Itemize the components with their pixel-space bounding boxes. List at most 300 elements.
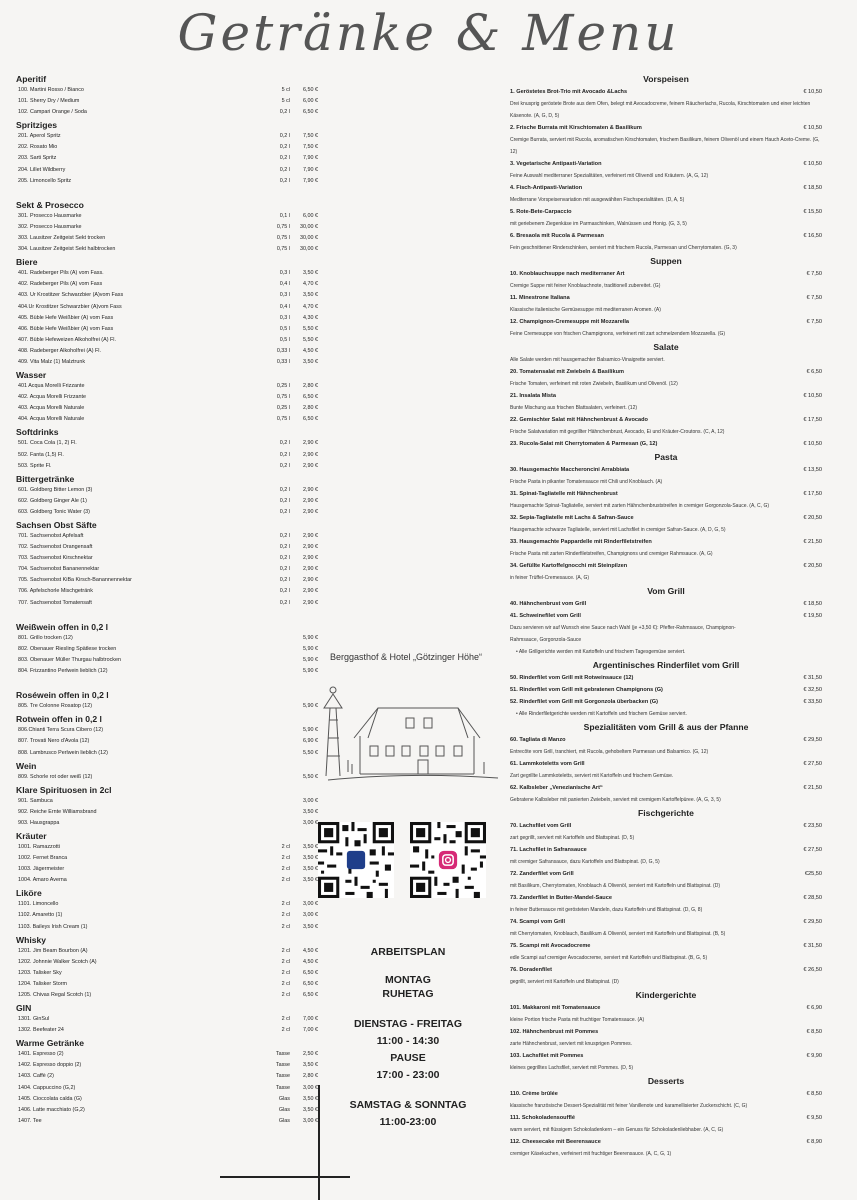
drink-price: 5,90 € <box>303 634 318 641</box>
dish-name: 111. Schokoladensoufflé <box>510 1115 575 1121</box>
drink-price: 3,50 € <box>303 292 318 299</box>
dish-name: 60. Tagliata di Manzo <box>510 737 566 743</box>
dish-name: 11. Minestrone Italiana <box>510 295 570 301</box>
dish-description: klassische französische Dessert-Spezialität mit feiner Vanillenote und karamellisierter Zuckerschicht. (C, G) <box>510 1103 748 1109</box>
drink-row <box>16 655 318 666</box>
dish-row <box>510 610 822 622</box>
schedule-line: PAUSE <box>390 1052 426 1064</box>
drink-row <box>16 1094 318 1105</box>
dish-description: Cremige Burrata, serviert mit Rucola, aromatischen Kirschtomaten, frischem Basilikum, feinem Olivenöl und einem Hauch Aceto-Creme. (G, 12) <box>510 137 820 155</box>
drink-unit: 0,2 l <box>279 544 290 551</box>
dish-row <box>510 182 822 194</box>
drink-unit: 0,2 l <box>279 555 290 562</box>
drink-row <box>16 968 318 979</box>
dish-price: € 8,50 <box>806 1029 822 1035</box>
drink-row <box>16 701 318 712</box>
dish-price: € 17,50 <box>803 417 822 423</box>
dish-row <box>510 964 822 976</box>
drink-name: 203. Sarti Spritz <box>18 155 57 162</box>
dish-description: Gebratene Kalbsleber mit panierten Zwiebeln, serviert mit cremigem Kartoffelpüree. (A, G, 3, 5) <box>510 797 721 803</box>
drink-unit: 0,75 l <box>276 246 290 253</box>
dish-row <box>510 1088 822 1100</box>
dish-row <box>510 820 822 832</box>
dish-name: 33. Hausgemachte Pappardelle mit Rinderfiletstreifen <box>510 539 652 545</box>
dish-price: € 29,50 <box>803 919 822 925</box>
drink-row <box>16 875 318 886</box>
page-title: Getränke & Menu <box>177 4 680 62</box>
section-title: Sekt & Prosecco <box>16 199 84 210</box>
drink-row <box>16 438 318 449</box>
dish-row <box>510 696 822 708</box>
drink-unit: 0,2 l <box>279 577 290 584</box>
drink-unit: 2 cl <box>281 901 290 908</box>
drink-unit: 0,2 l <box>279 451 290 458</box>
dish-name: 103. Lachsfilet mit Pommes <box>510 1053 584 1059</box>
drink-row <box>16 131 318 142</box>
drink-unit: 2 cl <box>281 958 290 965</box>
dish-price: € 29,50 <box>803 737 822 743</box>
drink-price: 3,50 € <box>303 843 318 850</box>
drink-price: 6,00 € <box>303 212 318 219</box>
drink-unit: 0,4 l <box>279 303 290 310</box>
dish-row <box>510 122 822 134</box>
dish-name: 1. Geröstetes Brot-Trio mit Avocado &Lachs <box>510 89 628 95</box>
section-note: Alle Salate werden mit hausgemachter Balsamico-Vinaigrette serviert. <box>510 357 665 363</box>
drink-unit: 2 cl <box>281 1027 290 1034</box>
dish-name: 61. Lammkoteletts vom Grill <box>510 761 585 767</box>
dish-name: 4. Fisch-Antipasti-Variation <box>510 185 583 191</box>
dish-description: cremiger Käsekuchen, verfeinert mit fruchtiger Beerensauce. (A, C, G, 1) <box>510 1151 672 1157</box>
dish-price: € 10,50 <box>803 161 822 167</box>
drink-price: 3,50 € <box>303 358 318 365</box>
drink-row <box>16 357 318 368</box>
drink-name: 1205. Chivas Regal Scotch (1) <box>18 992 92 998</box>
drink-unit: 0,2 l <box>279 109 290 116</box>
drink-name: 201. Aperol Spritz <box>18 133 61 140</box>
dish-row <box>510 672 822 684</box>
decorative-line <box>220 1176 350 1178</box>
dish-name: 72. Zanderfilet vom Grill <box>510 871 574 877</box>
dish-name: 112. Cheesecake mit Beerensauce <box>510 1139 601 1145</box>
drink-row <box>16 542 318 553</box>
drink-unit: 0,33 l <box>276 347 290 354</box>
drink-unit: 0,75 l <box>276 416 290 423</box>
dish-description: gegrillt, serviert mit Kartoffeln und Blattspinat. (D) <box>510 979 619 985</box>
section-title: Fischgerichte <box>638 808 694 818</box>
dish-price: € 7,50 <box>806 295 822 301</box>
drink-price: 3,50 € <box>303 270 318 277</box>
drink-row <box>16 450 318 461</box>
drink-name: 601. Goldberg Bitter Lemon (3) <box>18 486 93 493</box>
drink-unit: 0,25 l <box>276 405 290 412</box>
drink-price: 7,50 € <box>303 144 318 151</box>
drink-unit: 0,3 l <box>279 292 290 299</box>
drink-row <box>16 153 318 164</box>
drink-name: 501. Coca Cola (1, 2) Fl. <box>18 440 77 447</box>
drink-price: 3,00 € <box>303 819 318 826</box>
dish-description: Bunte Mischung aus frischen Blattsalaten, verfeinert. (12) <box>510 405 638 411</box>
drink-row <box>16 324 318 335</box>
dish-name: 51. Rinderfilet vom Grill mit gebratenen Champignons (G) <box>510 687 663 693</box>
drink-row <box>16 1025 318 1036</box>
drink-row <box>16 598 318 609</box>
drink-price: 3,50 € <box>303 877 318 884</box>
dish-price: € 31,50 <box>803 943 822 949</box>
dish-price: € 8,50 <box>806 1091 822 1097</box>
drink-price: 6,50 € <box>303 992 318 998</box>
drink-price: 30,00 € <box>300 223 318 230</box>
drink-unit: 0,2 l <box>279 133 290 140</box>
dish-row <box>510 414 822 426</box>
drink-row <box>16 842 318 853</box>
section-title: Whisky <box>16 934 47 945</box>
drink-price: 2,90 € <box>303 588 318 595</box>
dish-price: € 7,50 <box>806 319 822 325</box>
drink-price: 6,50 € <box>303 980 318 987</box>
dish-description: Klassische italienische Gemüsesuppe mit mediterranen Aromen. (A) <box>510 307 661 313</box>
drink-name: 1401. Espresso (2) <box>18 1051 64 1058</box>
drink-name: 407. Büble Hefeweizen Alkoholfrei (A) Fl. <box>18 336 116 343</box>
drink-name: 902. Reiche Ernte Williamsbrand <box>18 808 97 815</box>
drink-row <box>16 1049 318 1060</box>
drink-price: 5,90 € <box>303 668 318 675</box>
instagram-qr-code[interactable] <box>410 822 486 898</box>
dish-description: mit geriebenem Ziegenkäse im Parmaschinken, Walnüssen und Honig. (G, 3, 5) <box>510 221 687 227</box>
dish-price: € 15,50 <box>803 209 822 215</box>
drink-unit: 0,75 l <box>276 394 290 401</box>
drink-unit: 2 cl <box>281 912 290 919</box>
dish-name: 31. Spinat-Tagliatelle mit Hähnchenbrust <box>510 491 618 497</box>
section-title: Biere <box>16 257 38 268</box>
schedule-title: ARBEITSPLAN <box>370 946 446 958</box>
dish-description: kleine Portion frische Pasta mit fruchtiger Tomatensauce. (A) <box>510 1017 645 1023</box>
drink-unit: Tasse <box>275 1062 290 1069</box>
drink-unit: 2 cl <box>281 877 290 884</box>
drink-name: 805. Tre Colonne Rosatop (12) <box>18 703 93 710</box>
drink-name: 102. Campari Orange / Soda <box>18 109 87 116</box>
drink-price: 3,00 € <box>303 797 318 804</box>
drink-row <box>16 485 318 496</box>
drink-price: 2,80 € <box>303 1073 318 1080</box>
drink-price: 5,90 € <box>303 727 318 734</box>
drink-name: 403. Acqua Morelli Naturale <box>18 405 85 412</box>
drink-price: 2,90 € <box>303 462 318 469</box>
drink-name: 806.Chianti Terra Scura Cibero (12) <box>18 727 103 734</box>
drink-name: 602. Goldberg Ginger Ale (1) <box>18 497 87 504</box>
dish-name: 30. Hausgemachte Maccheroncini Arrabbiata <box>510 467 630 473</box>
drink-row <box>16 107 318 118</box>
dish-description: Drei knusprig geröstete Brote aus dem Ofen, belegt mit Avocadocreme, feinem Räucherlachs, Rucola, Kirschtomaten und einer leichten Käsenote. (A, G, D, 5) <box>510 101 811 119</box>
dish-row <box>510 782 822 794</box>
drink-row <box>16 899 318 910</box>
section-title: Salate <box>653 342 679 352</box>
drink-price: 6,50 € <box>303 87 318 93</box>
drink-unit: 2 cl <box>281 992 290 998</box>
drink-unit: 2 cl <box>281 947 290 954</box>
booking-qr-icon <box>318 822 394 898</box>
dish-description: in feiner Buttersauce mit gerösteten Mandeln, dazu Kartoffeln und Blattspinat. (D, G, 8) <box>510 907 703 913</box>
drink-unit: Glas <box>278 1106 290 1113</box>
dish-description: Frische Salatvariation mit gegrillter Hähnchenbrust, Avocado, Ei und Kräuter-Croutons. (C, A, 12) <box>510 429 725 435</box>
drink-name: 801. Grillo trocken (12) <box>18 634 73 641</box>
dish-row <box>510 916 822 928</box>
drink-name: 401 Acqua Morelli Frizzante <box>18 383 85 390</box>
drink-name: 301. Prosecco Hausmarke <box>18 212 82 219</box>
drink-name: 701. Sachsenobst Apfelsaft <box>18 533 84 539</box>
dish-name: 73. Zanderfilet in Butter-Mandel-Sauce <box>510 895 612 901</box>
drink-price: 2,90 € <box>303 544 318 551</box>
dish-price: € 21,50 <box>803 785 822 791</box>
drink-row <box>16 677 306 688</box>
drink-row <box>16 575 318 586</box>
section-title: Sachsen Obst Säfte <box>16 520 97 530</box>
drink-name: 803. Obenauer Müller Thurgau halbtrocken <box>18 656 121 663</box>
dish-price: € 6,50 <box>806 369 822 375</box>
drink-name: 1001. Ramazzotti <box>18 843 60 850</box>
dish-description: Fein geschnittener Rinderschinken, serviert mit frischem Rucola, Parmesan und Cherrytomaten. (G, 3) <box>510 245 737 251</box>
drink-row <box>16 403 318 414</box>
dish-row <box>510 868 822 880</box>
dish-row <box>510 1136 822 1148</box>
drink-unit: 0,5 l <box>279 325 290 332</box>
drink-row <box>16 807 318 818</box>
drink-name: 1201. Jim Beam Bourbon (A) <box>18 947 88 954</box>
drink-price: 5,50 € <box>303 336 318 343</box>
drink-name: 808. Lambrusco Perlwein lieblich (12) <box>18 749 108 756</box>
dish-row <box>510 734 822 746</box>
dish-row <box>510 758 822 770</box>
dish-name: 40. Hähnchenbrust vom Grill <box>510 601 587 607</box>
drink-price: 3,00 € <box>303 1117 318 1124</box>
drink-price: 6,50 € <box>303 416 318 423</box>
drink-row <box>16 1060 318 1071</box>
section-title: Weißwein offen in 0,2 l <box>16 621 108 632</box>
dish-description: Frische Pasta in pikanter Tomatensauce mit Chili und Knoblauch. (A) <box>510 479 663 485</box>
section-title: Suppen <box>650 256 682 266</box>
drink-price: 2,80 € <box>303 405 318 412</box>
drink-price: 3,50 € <box>303 866 318 873</box>
drink-name: 502. Fanta (1,5) Fl. <box>18 451 64 458</box>
dish-price: € 21,50 <box>803 539 822 545</box>
dish-row <box>510 1026 822 1038</box>
drink-price: 4,50 € <box>303 347 318 354</box>
drink-name: 204. Lillet Wildberry <box>18 166 66 173</box>
drink-row <box>16 910 318 921</box>
dish-name: 76. Doradenfilet <box>510 967 552 973</box>
section-title: Aperitif <box>16 74 47 84</box>
dish-price: € 31,50 <box>803 675 822 681</box>
drink-unit: 0,2 l <box>279 533 290 539</box>
drink-name: 1301. GinSul <box>18 1016 50 1023</box>
hotel-name: Berggasthof & Hotel „Götzinger Höhe“ <box>329 652 483 662</box>
dish-name: 6. Bresaola mit Rucola & Parmesan <box>510 233 604 239</box>
drink-name: 603. Goldberg Tonic Water (3) <box>18 508 90 515</box>
drink-name: 809. Schorle rot oder weiß (12) <box>18 773 93 780</box>
dish-name: 2. Frische Burrata mit Kirschtomaten & Basilikum <box>510 125 642 131</box>
drink-unit: 0,33 l <box>276 358 290 365</box>
drink-row <box>16 644 318 655</box>
booking-qr-code[interactable] <box>318 822 394 898</box>
drink-unit: 0,75 l <box>276 223 290 230</box>
drink-name: 406. Büble Hefe Weißbier (A) vom Fass <box>18 325 114 332</box>
drink-row <box>16 1083 318 1094</box>
dish-name: 3. Vegetarische Antipasti-Variation <box>510 161 602 167</box>
dish-price: € 10,50 <box>803 441 822 447</box>
dish-row <box>510 390 822 402</box>
drink-unit: 0,2 l <box>279 166 290 173</box>
dish-row <box>510 464 822 476</box>
drink-price: 2,90 € <box>303 555 318 562</box>
drink-name: 1204. Talisker Storm <box>18 980 68 987</box>
drink-name: 303. Lausitzer Zeitgeist Sekt trocken <box>18 235 106 242</box>
drink-price: 3,50 € <box>303 855 318 862</box>
drink-name: 409. Vita Malz (1) Malztrunk <box>18 358 86 365</box>
dish-description: kleines gegrilltes Lachsfilet, serviert mit Pommes. (D, 5) <box>510 1065 634 1071</box>
drink-unit: 2 cl <box>281 855 290 862</box>
dish-description: Entrecôte vom Grill, tranchiert, mit Rucola, gehobeltem Parmesan und Balsamico. (G, 12) <box>510 749 709 755</box>
drink-row <box>16 586 318 597</box>
dish-price: € 16,50 <box>803 233 822 239</box>
dish-description: Dazu servieren wir auf Wunsch eine Sauce nach Wahl (je +3,50 €): Pfeffer-Rahmsauce, Champignon- <box>510 625 736 631</box>
drink-unit: Tasse <box>275 1084 290 1091</box>
drink-name: 402. Radeberger Pils (A) vom Fass <box>18 281 103 288</box>
drink-row <box>16 1014 318 1025</box>
drink-row <box>16 531 318 542</box>
drink-price: 6,50 € <box>303 969 318 976</box>
drink-row <box>16 381 318 392</box>
drink-row <box>16 553 318 564</box>
section-note: • Alle Rinderfiletgerichte werden mit Kartoffeln und frischem Gemüse serviert. <box>516 711 687 717</box>
drink-price: 4,50 € <box>303 947 318 954</box>
instagram-qr-icon <box>410 822 486 898</box>
drink-row <box>16 1105 318 1116</box>
dish-description: Frische Pasta mit zarten Rinderfiletstreifen, Champignons und cremiger Rahmsauce. (A, G) <box>510 551 713 557</box>
drink-row <box>16 507 318 518</box>
dish-name: 32. Sepia-Tagliatelle mit Lachs & Safran-Sauce <box>510 515 634 521</box>
dish-row <box>510 1112 822 1124</box>
drink-row <box>16 233 318 244</box>
dish-name: 62. Kalbsleber „Venezianische Art“ <box>510 785 603 791</box>
drink-row <box>16 346 318 357</box>
drink-unit: 0,2 l <box>279 588 290 595</box>
section-title: Rotwein offen in 0,2 l <box>16 714 102 725</box>
drink-name: 804. Frizzantino Perlwein lieblich (12) <box>18 668 108 675</box>
dish-row <box>510 366 822 378</box>
dish-price: € 28,50 <box>803 895 822 901</box>
drink-price: 3,50 € <box>303 1095 318 1102</box>
dish-price: € 27,50 <box>803 847 822 853</box>
drink-unit: 0,25 l <box>276 383 290 390</box>
dish-name: 71. Lachsfilet in Safransauce <box>510 847 587 853</box>
dish-price: € 9,90 <box>806 1053 822 1059</box>
drink-unit: 0,5 l <box>279 336 290 343</box>
drink-name: 1203. Talisker Sky <box>18 969 62 976</box>
dish-name: 12. Champignon-Cremesuppe mit Mozzarella <box>510 319 630 325</box>
drink-row <box>16 864 318 875</box>
drink-price: 5,90 € <box>303 645 318 652</box>
dish-description: Rahmsauce, Gorgonzola-Sauce <box>510 637 582 643</box>
drink-price: 5,50 € <box>303 325 318 332</box>
dish-row <box>510 684 822 696</box>
drink-row <box>16 772 318 783</box>
drink-name: 100. Martini Rosso / Bianco <box>18 87 84 93</box>
drink-unit: 2 cl <box>281 969 290 976</box>
drink-unit: 2 cl <box>281 843 290 850</box>
drink-price: 3,50 € <box>303 923 318 930</box>
drink-price: 7,90 € <box>303 166 318 173</box>
drink-price: 2,90 € <box>303 451 318 458</box>
drink-row <box>16 990 318 1001</box>
drink-row <box>16 313 318 324</box>
drink-price: 2,90 € <box>303 486 318 493</box>
dish-name: 75. Scampi mit Avocadocreme <box>510 943 591 949</box>
section-title: Klare Spirituosen in 2cl <box>16 784 112 795</box>
drink-row <box>16 736 318 747</box>
drink-name: 1403. Caffè (2) <box>18 1073 54 1080</box>
drink-row <box>16 957 318 968</box>
dish-description: Feine Cremesuppe von frischen Champignons, verfeinert mit zart schmelzendem Mozzarella. (G) <box>510 331 726 337</box>
drink-price: 4,50 € <box>303 958 318 965</box>
section-title: Bittergetränke <box>16 473 75 484</box>
drink-row <box>16 725 318 736</box>
drink-name: 705. Sachsenobst KiBa Kirsch-Banannennektar <box>18 577 132 584</box>
drink-price: 3,50 € <box>303 808 318 815</box>
decorative-line <box>318 1085 320 1200</box>
drink-unit: 0,2 l <box>279 486 290 493</box>
drink-price: 2,90 € <box>303 508 318 515</box>
drink-row <box>16 142 318 153</box>
dish-price: € 10,50 <box>803 125 822 131</box>
drink-row <box>16 279 318 290</box>
drink-row <box>16 609 306 620</box>
drink-name: 403. Ur Krostitzer Schwarzbier (A)vom Fass <box>18 292 124 299</box>
drink-name: 1202. Johnnie Walker Scotch (A) <box>18 958 97 965</box>
schedule-line: DIENSTAG - FREITAG <box>353 1018 463 1030</box>
drink-price: 6,50 € <box>303 109 318 116</box>
dish-description: mit Basilikum, Cherrytomaten, Knoblauch & Olivenöl, serviert mit Kartoffeln und Blattspinat. (D) <box>510 883 720 889</box>
dish-description: Cremige Suppe mit feiner Knoblauchnote, traditionell zubereitet. (G) <box>510 283 661 289</box>
drink-price: 2,90 € <box>303 533 318 539</box>
dish-description: Hausgemachte Spinat-Tagliatelle, serviert mit zarten Hähnchenbruststreifen in cremiger Gorgonzola-Sauce. (A, C, G) <box>510 503 770 509</box>
drink-price: 7,00 € <box>303 1027 318 1034</box>
opening-hours <box>308 945 508 1129</box>
drink-name: 302. Prosecco Hausmarke <box>18 223 82 230</box>
dish-row <box>510 536 822 548</box>
dish-description: edle Scampi auf cremiger Avocadocreme, serviert mit Kartoffeln und Blattspinat. (B, G, 5) <box>510 955 708 961</box>
section-title: Wein <box>16 760 37 771</box>
drink-name: 402. Acqua Morelli Frizzante <box>18 394 87 401</box>
dish-price: € 13,50 <box>803 467 822 473</box>
drink-unit: 2 cl <box>281 980 290 987</box>
drink-price: 30,00 € <box>300 235 318 242</box>
dish-row <box>510 206 822 218</box>
hotel-sketch-icon <box>308 668 504 788</box>
dish-price: € 20,50 <box>803 515 822 521</box>
section-title: Argentinisches Rinderfilet vom Grill <box>592 660 740 670</box>
dish-name: 22. Gemischter Salat mit Hähnchenbrust & Avocado <box>510 417 648 423</box>
drink-unit: 0,1 l <box>279 212 290 219</box>
drink-row <box>16 96 318 107</box>
drink-unit: 0,2 l <box>279 144 290 151</box>
drink-row <box>16 979 318 990</box>
dish-price: €25,50 <box>804 871 822 877</box>
drink-name: 703. Sachsenobst Kirschnektar <box>18 555 93 562</box>
dish-row <box>510 488 822 500</box>
dish-price: € 10,50 <box>803 89 822 95</box>
drink-name: 702. Sachsenobst Orangensaft <box>18 544 93 551</box>
drink-price: 3,50 € <box>303 1106 318 1113</box>
schedule-line: RUHETAG <box>382 988 434 1000</box>
